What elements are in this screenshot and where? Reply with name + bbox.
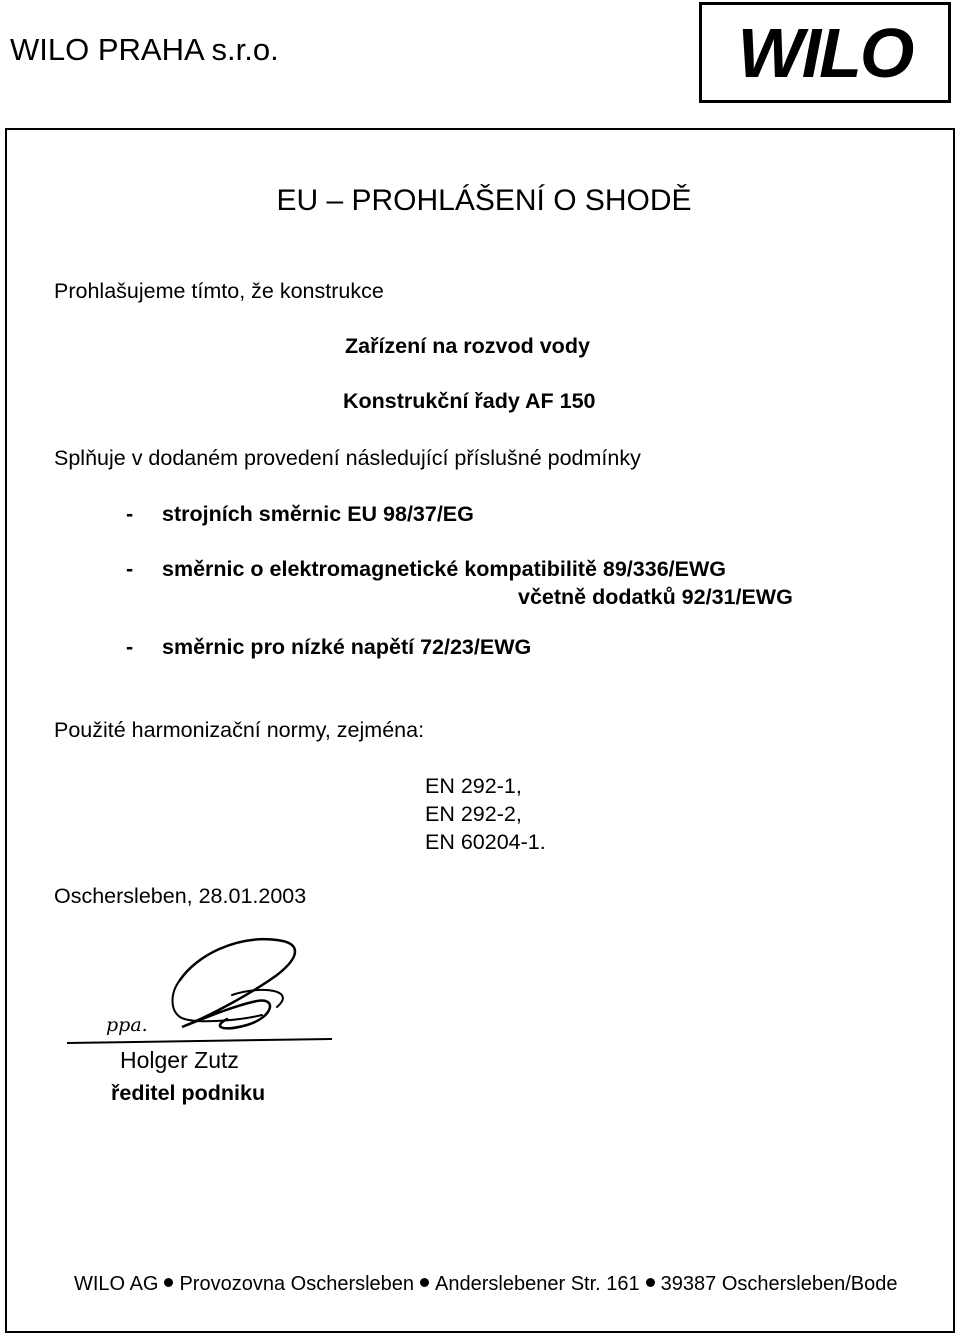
wilo-logo: [699, 2, 951, 103]
intro-text: Prohlašujeme tímto, že konstrukce: [54, 279, 384, 303]
norm-item: EN 60204-1.: [425, 830, 546, 854]
signer-name: Holger Zutz: [120, 1047, 239, 1073]
bullet-icon: [420, 1278, 429, 1287]
directive-dash: -: [126, 557, 134, 581]
signer-title: ředitel podniku: [111, 1081, 266, 1105]
norms-list: [425, 772, 546, 856]
footer-site: Provozovna Oschersleben: [179, 1273, 415, 1295]
handwritten-signature: [62, 935, 342, 1090]
directive-dash: -: [126, 635, 134, 659]
norm-item: EN 292-2,: [425, 802, 522, 826]
ppa-text: ppa.: [106, 1014, 148, 1036]
footer-address: [74, 1273, 897, 1296]
directive-dash: -: [126, 502, 134, 526]
directive-machinery: strojních směrnic EU 98/37/EG: [162, 502, 474, 526]
footer-company: WILO AG: [74, 1273, 159, 1295]
bullet-icon: [164, 1278, 173, 1287]
directive-low-voltage: směrnic pro nízké napětí 72/23/EWG: [162, 635, 532, 659]
product-name: Zařízení na rozvod vody: [345, 334, 590, 358]
company-name: WILO PRAHA s.r.o.: [10, 32, 279, 67]
footer-street: Anderslebener Str. 161: [435, 1273, 640, 1295]
place-date: Oschersleben, 28.01.2003: [54, 884, 307, 908]
footer-city: 39387 Oschersleben/Bode: [660, 1273, 898, 1295]
compliance-intro: Splňuje v dodaném provedení následující příslušné podmínky: [54, 446, 641, 470]
logo-text: WILO: [737, 14, 913, 92]
norm-item: EN 292-1,: [425, 774, 522, 798]
document-title: EU – PROHLÁŠENÍ O SHODĚ: [276, 184, 692, 217]
bullet-icon: [646, 1278, 655, 1287]
directive-emc-amendment: včetně dodatků 92/31/EWG: [518, 585, 793, 609]
directive-emc: směrnic o elektromagnetické kompatibilitě 89/336/EWG: [162, 557, 726, 581]
product-series: Konstrukční řady AF 150: [343, 389, 596, 413]
norms-intro: Použité harmonizační normy, zejména:: [54, 718, 425, 742]
